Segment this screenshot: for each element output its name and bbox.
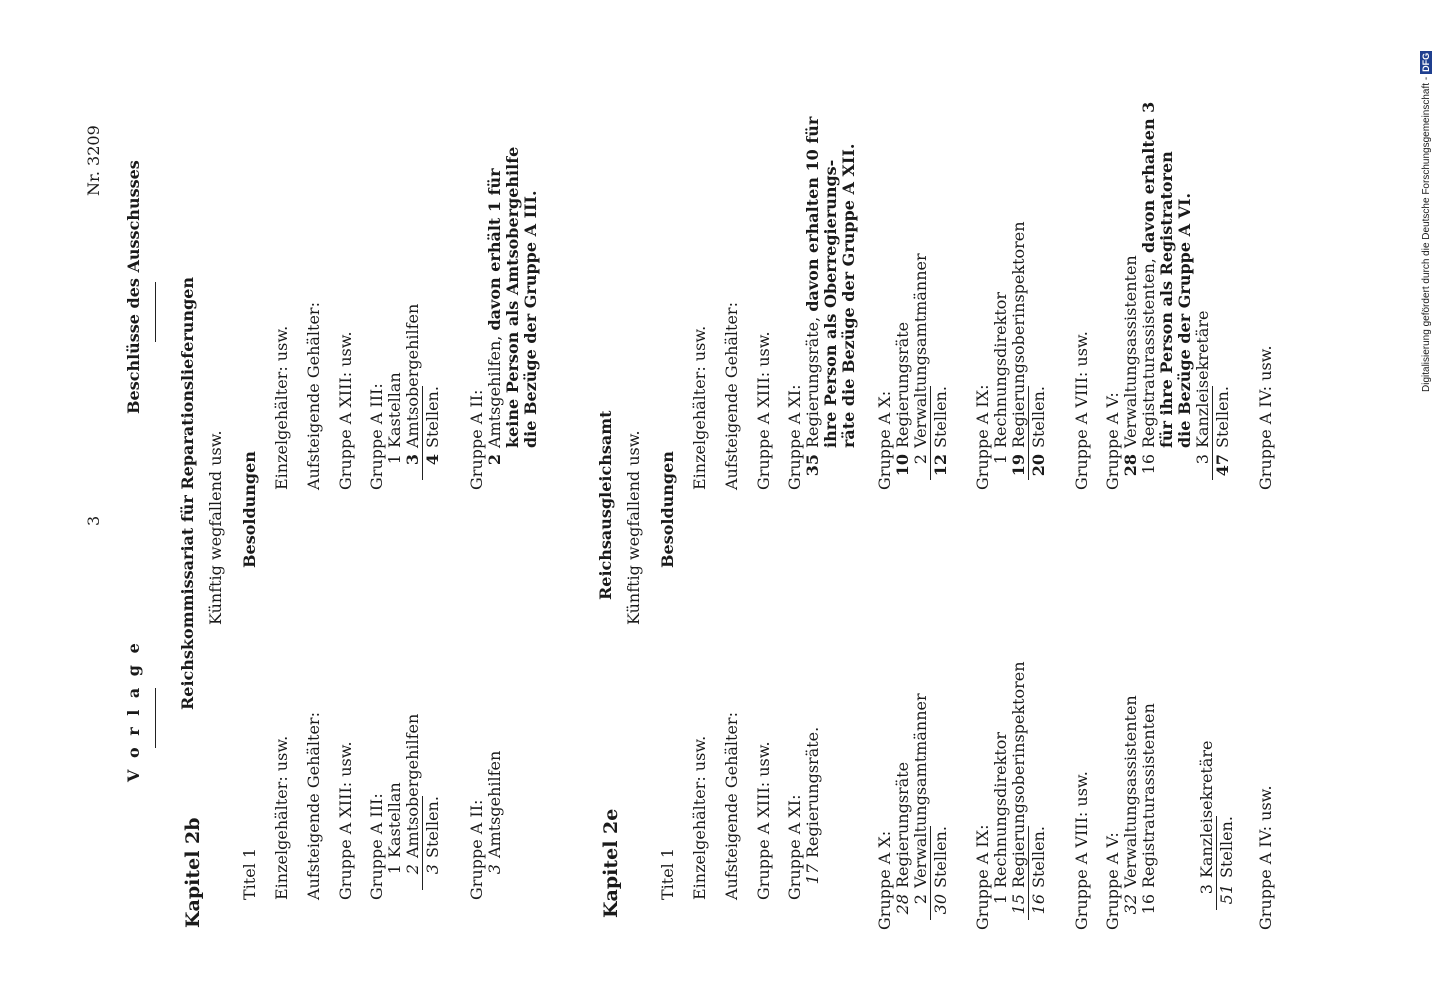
left-a9-row2 [1010, 661, 1028, 930]
left-a5-l1: Verwaltungsassistenten [1121, 695, 1140, 888]
left-a9-n1: 1 [991, 894, 1010, 905]
left-a3-row1 [386, 714, 404, 900]
right-a11-l1b: davon erhalten 10 für [803, 116, 822, 312]
left-a5-l3: Kanzleisekretäre [1197, 740, 1216, 878]
right-a3-n2: 3 [403, 454, 422, 466]
right-a10-l2: Verwaltungsamtmänner [911, 253, 930, 448]
left-a2-n1: 3 [485, 864, 504, 875]
left-a5-n3: 3 [1197, 884, 1216, 895]
right-bes1: Besoldungen [240, 451, 259, 568]
right-a2-head: Gruppe A II: [467, 389, 486, 490]
left-a5-row1 [1122, 695, 1140, 930]
left-titel1: Titel 1 [240, 847, 259, 900]
right-a11-n1: 35 [803, 454, 822, 477]
left-a10-n2: 2 [911, 894, 930, 905]
right-a9-row1 [992, 221, 1010, 490]
left-auf: Aufsteigende Gehälter: [304, 712, 323, 900]
right-a5-row3: für ihre Person als Registratoren [1157, 151, 1176, 448]
left-a10-sumn: 30 [931, 894, 950, 915]
digitization-credit [1420, 51, 1432, 392]
left-a5-row3 [1198, 740, 1216, 920]
right-a3-sumrow [422, 304, 442, 490]
right-a10-sum: Stellen. [931, 386, 950, 448]
right-a10-l1: Regierungsräte [893, 321, 912, 448]
right-a2-n1: 2 [485, 454, 504, 466]
right-a5 [1104, 102, 1232, 490]
right-bes2: Besoldungen [658, 451, 677, 568]
right-a11-l1a: Regierungsräte, [803, 316, 822, 448]
right-a5-l2a: Registraturassistenten, [1139, 258, 1158, 448]
left-a9-head: Gruppe A IX: [973, 824, 992, 930]
left-a3-sumn: 3 [423, 864, 442, 875]
right-a5-row2 [1140, 102, 1158, 490]
right-a2-l1b: davon erhält 1 für [485, 168, 504, 331]
right-auf2: Aufsteigende Gehälter: [722, 302, 741, 490]
left-a3-n2: 2 [403, 864, 422, 875]
left-a3-l1: Kastellan [385, 782, 404, 858]
right-a10-row1 [894, 253, 912, 490]
left-a10-sumrow [930, 693, 950, 930]
right-a3-l2: Amtsobergehilfen [403, 303, 422, 448]
right-a11-head: Gruppe A XI: [785, 384, 804, 490]
right-a5-row4: die Bezüge der Gruppe A VI. [1175, 192, 1194, 448]
left-a11-n1: 17 [803, 864, 822, 885]
left-a10-row1 [894, 693, 912, 930]
right-a13b: Gruppe A XIII: usw. [754, 331, 773, 490]
right-a5-n2: 16 [1139, 454, 1158, 475]
left-heading-rule [155, 688, 156, 748]
credit-text: Digitalisierung gefördert durch die Deutsche Forschungsgemeinschaft - [1421, 76, 1432, 392]
left-a5-sumn: 51 [1217, 884, 1236, 905]
left-a10-row2 [912, 693, 930, 930]
right-a9-row2 [1010, 221, 1028, 490]
left-a4: Gruppe A IV: usw. [1256, 785, 1275, 930]
left-a5-n1: 32 [1121, 894, 1140, 915]
left-a3-sumrow [422, 714, 442, 900]
left-a3-l2: Amtsobergehilfen [403, 713, 422, 858]
right-heading-rule [155, 282, 156, 342]
kapitel-2e: Kapitel 2e [600, 808, 622, 918]
right-a8: Gruppe A VIII: usw. [1072, 331, 1091, 490]
left-a3-sum: Stellen. [423, 796, 442, 858]
right-a11-row1 [804, 117, 822, 490]
left-a9-row1 [992, 661, 1010, 930]
left-a2-row1 [486, 751, 504, 900]
right-a2-row2: keine Person als Amtsobergehilfe [503, 146, 522, 448]
left-titel1b: Titel 1 [658, 847, 677, 900]
right-a3-n1: 1 [385, 454, 404, 465]
right-a11 [786, 117, 858, 490]
right-a10-sumrow [930, 253, 950, 490]
kapitel-2b: Kapitel 2b [182, 817, 204, 928]
left-a9-l2: Regierungsoberinspektoren [1009, 661, 1028, 888]
left-a3-n1: 1 [385, 864, 404, 875]
right-a5-row5 [1194, 102, 1212, 490]
left-a9-sumrow [1028, 661, 1048, 930]
right-a5-l2b: davon erhalten 3 [1139, 101, 1158, 254]
right-a5-head: Gruppe A V: [1103, 392, 1122, 490]
left-a13: Gruppe A XIII: usw. [336, 741, 355, 900]
left-a2-head: Gruppe A II: [467, 799, 486, 900]
right-a5-l1: Verwaltungsassistenten [1121, 255, 1140, 448]
right-a11-row3: räte die Bezüge der Gruppe A XII. [839, 143, 858, 448]
left-einzel2: Einzelgehälter: usw. [690, 735, 709, 900]
right-a9-sumn: 20 [1029, 454, 1048, 477]
right-a9-sumrow [1028, 221, 1048, 490]
right-a2-row3: die Bezüge der Gruppe A III. [521, 190, 540, 448]
right-einzel: Einzelgehälter: usw. [272, 325, 291, 490]
right-a5-sumn: 47 [1213, 454, 1232, 477]
right-a10-n1: 10 [893, 454, 912, 477]
left-a10 [876, 693, 950, 930]
left-a3-row2 [404, 714, 422, 900]
left-a9-n2: 15 [1009, 894, 1028, 915]
right-a5-n5: 3 [1193, 454, 1212, 465]
right-a3 [368, 304, 442, 490]
left-a5-n2: 16 [1139, 894, 1158, 915]
left-a10-n1: 28 [893, 894, 912, 915]
right-a3-sumn: 4 [423, 454, 442, 466]
right-a9-n2: 19 [1009, 454, 1028, 477]
right-a5-row1 [1122, 102, 1140, 490]
left-a10-l1: Regierungsräte [893, 761, 912, 888]
right-a10 [876, 253, 950, 490]
right-a13: Gruppe A XIII: usw. [336, 331, 355, 490]
right-a3-l1: Kastellan [385, 372, 404, 448]
right-a10-head: Gruppe A X: [875, 390, 894, 490]
left-a5-row2 [1140, 695, 1158, 930]
left-a3 [368, 714, 442, 900]
left-a2 [468, 751, 504, 900]
right-einzel2: Einzelgehälter: usw. [690, 325, 709, 490]
left-a11-head: Gruppe A XI: [785, 794, 804, 900]
right-a9-head: Gruppe A IX: [973, 384, 992, 490]
right-a5-n1: 28 [1121, 454, 1140, 477]
right-heading: Beschlüsse des Ausschusses [124, 160, 143, 414]
right-a9-l1: Rechnungsdirektor [991, 291, 1010, 448]
page-number: 3 [84, 515, 103, 526]
doc-number: Nr. 3209 [84, 125, 103, 196]
right-a5-l5: Kanzleisekretäre [1193, 310, 1212, 448]
right-ra-title: Reichsausgleichsamt [596, 410, 615, 600]
dfg-logo: DFG [1421, 52, 1431, 72]
right-a2-l1a: Amtsgehilfen, [485, 335, 504, 448]
left-a9-l1: Rechnungsdirektor [991, 731, 1010, 888]
right-a11-row2: ihre Person als Oberregierungs- [821, 159, 840, 448]
right-a10-row2 [912, 253, 930, 490]
right-a2 [468, 147, 540, 490]
left-einzel: Einzelgehälter: usw. [272, 735, 291, 900]
right-a3-head: Gruppe A III: [367, 383, 386, 490]
left-a5-head: Gruppe A V: [1103, 832, 1122, 930]
left-a11-l1: Regierungsräte. [803, 726, 822, 858]
right-a9-n1: 1 [991, 454, 1010, 465]
right-a5-sumrow [1212, 102, 1232, 490]
right-auf: Aufsteigende Gehälter: [304, 302, 323, 490]
left-a11 [786, 727, 822, 900]
left-a5 [1104, 695, 1158, 930]
right-a3-row1 [386, 304, 404, 490]
left-a8: Gruppe A VIII: usw. [1072, 771, 1091, 930]
right-a9 [974, 221, 1048, 490]
right-a2-row1 [486, 147, 504, 490]
right-a9-l2: Regierungsoberinspektoren [1009, 221, 1028, 448]
right-kw1: Künftig wegfallend usw. [206, 430, 225, 625]
right-a9-sum: Stellen. [1029, 386, 1048, 448]
right-a3-sum: Stellen. [423, 386, 442, 448]
right-a10-sumn: 12 [931, 454, 950, 477]
left-a5-l2: Registraturassistenten [1139, 703, 1158, 888]
right-kw2: Künftig wegfallend usw. [624, 430, 643, 625]
left-a9-sum: Stellen. [1029, 826, 1048, 888]
left-a13b: Gruppe A XIII: usw. [754, 741, 773, 900]
left-a5-sumrow [1216, 740, 1236, 920]
left-a10-sum: Stellen. [931, 826, 950, 888]
right-a5-sum: Stellen. [1213, 386, 1232, 448]
right-a3-row2 [404, 304, 422, 490]
left-a5b [1198, 740, 1236, 920]
left-a3-head: Gruppe A III: [367, 793, 386, 900]
left-a10-l2: Verwaltungsamtmänner [911, 693, 930, 888]
left-a10-head: Gruppe A X: [875, 830, 894, 930]
right-a4: Gruppe A IV: usw. [1256, 345, 1275, 490]
left-auf2: Aufsteigende Gehälter: [722, 712, 741, 900]
right-rk-title: Reichskommissariat für Reparationslieferungen [178, 276, 197, 710]
right-a10-n2: 2 [911, 454, 930, 465]
left-a5-sum: Stellen. [1217, 816, 1236, 878]
left-a2-l1: Amtsgehilfen [485, 750, 504, 858]
left-a11-row1 [804, 727, 822, 900]
left-a9 [974, 661, 1048, 930]
left-a9-sumn: 16 [1029, 894, 1048, 915]
left-heading: V o r l a g e [124, 640, 143, 782]
